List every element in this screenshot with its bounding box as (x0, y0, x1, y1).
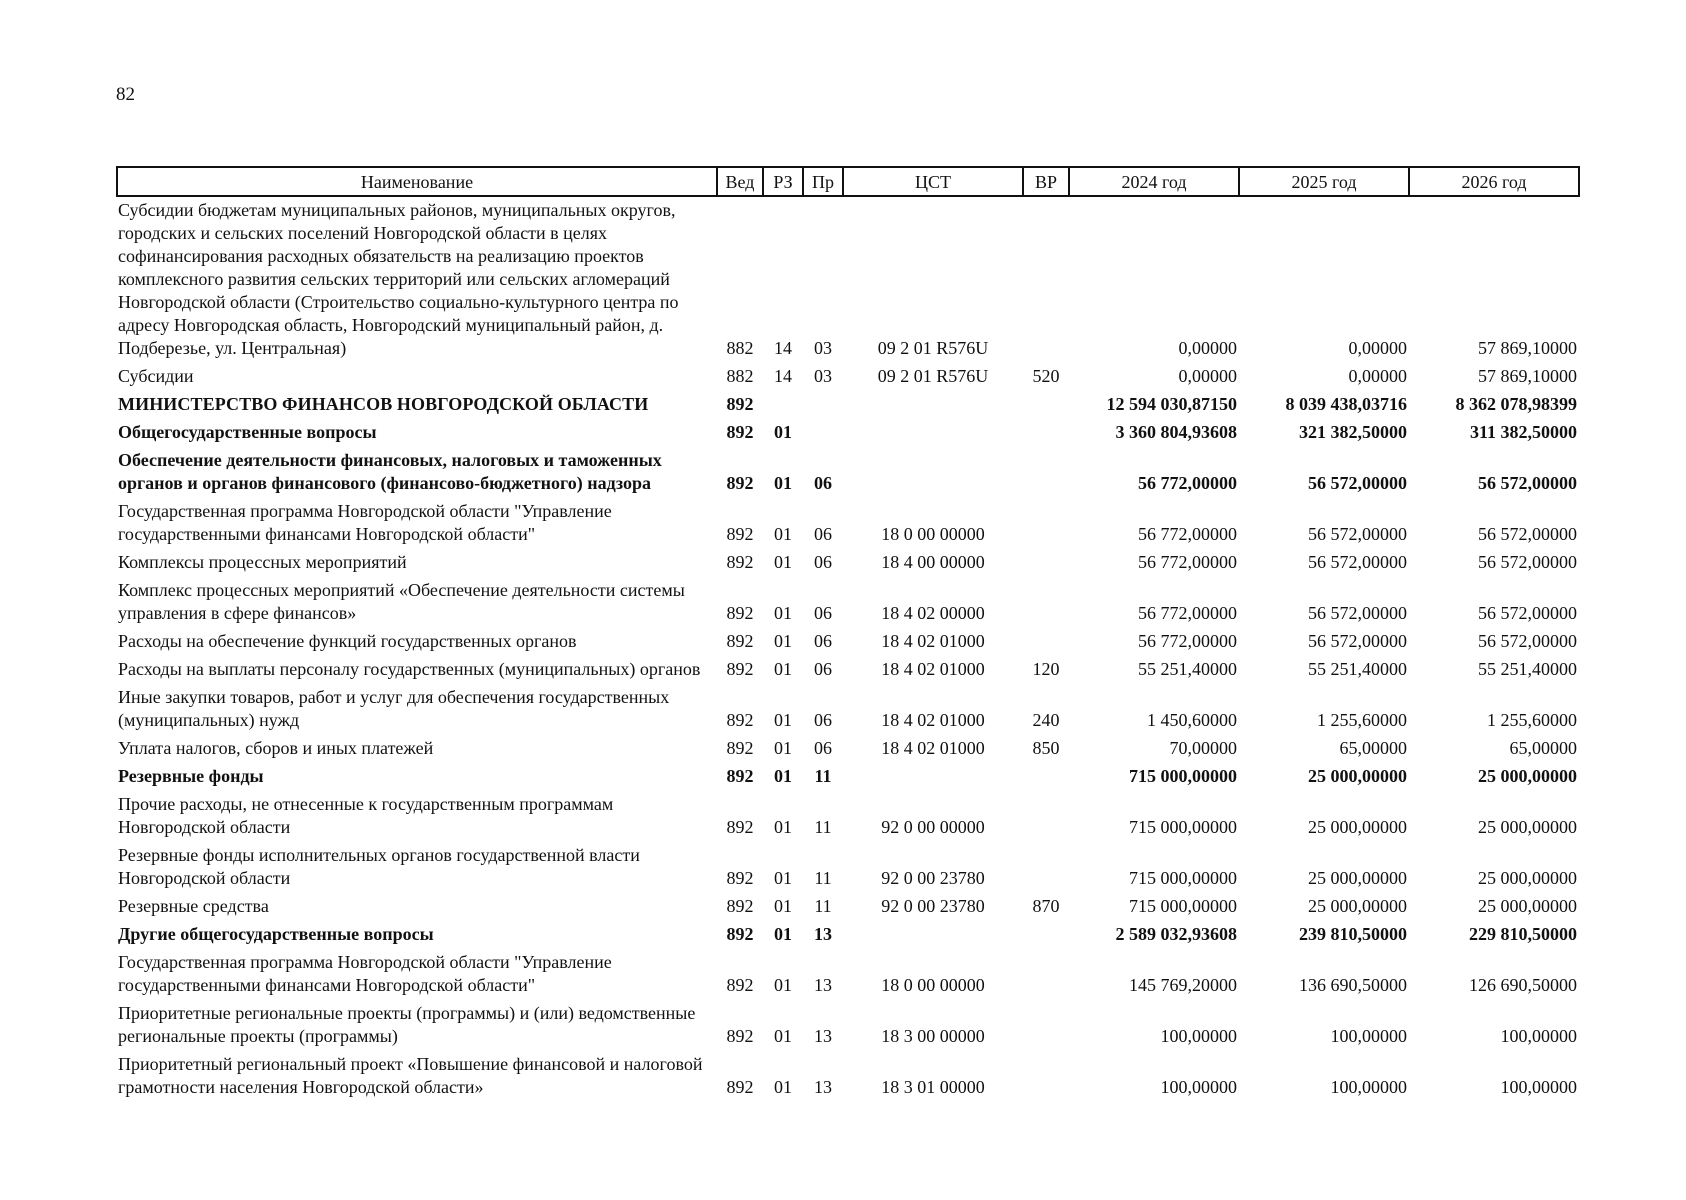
row-name: Комплекс процессных мероприятий «Обеспечение деятельности системы управления в сфере финансов» (118, 580, 685, 623)
table-row (117, 949, 1579, 1000)
row-pr: 06 (814, 473, 832, 493)
row-amount-2024: 56 772,00000 (1138, 603, 1237, 623)
row-ved: 892 (726, 473, 754, 493)
row-amount-2025: 56 572,00000 (1308, 552, 1407, 572)
row-ved: 892 (726, 738, 754, 758)
row-ved: 892 (726, 603, 754, 623)
table-row (117, 391, 1579, 419)
row-amount-2024: 2 589 032,93608 (1115, 924, 1237, 944)
header-2024: 2024 год (1069, 167, 1239, 196)
row-rz: 01 (774, 896, 792, 916)
table-body (117, 196, 1579, 1102)
row-name: Приоритетный региональный проект «Повышение финансовой и налоговой грамотности населения Новгородской области» (118, 1054, 703, 1097)
row-amount-2025: 100,00000 (1330, 1026, 1407, 1046)
table-row (117, 549, 1579, 577)
row-pr (803, 391, 843, 419)
row-rz: 14 (774, 366, 792, 386)
row-cst: 18 4 02 01000 (881, 631, 985, 651)
row-amount-2026: 56 572,00000 (1478, 524, 1577, 544)
row-pr (803, 419, 843, 447)
table-row (117, 196, 1579, 363)
row-cst: 18 4 02 01000 (881, 738, 985, 758)
row-ved: 892 (726, 710, 754, 730)
row-amount-2024: 55 251,40000 (1138, 659, 1237, 679)
row-cst: 18 4 02 00000 (881, 603, 985, 623)
table-row (117, 447, 1579, 498)
table-row (117, 1051, 1579, 1102)
row-cst: 92 0 00 23780 (881, 868, 985, 888)
row-ved: 892 (726, 1077, 754, 1097)
row-pr: 06 (814, 524, 832, 544)
row-ved: 882 (726, 338, 754, 358)
row-cst: 09 2 01 R576U (877, 366, 989, 386)
row-cst: 18 3 00 00000 (881, 1026, 985, 1046)
row-cst (843, 391, 1023, 419)
row-amount-2025: 0,00000 (1348, 366, 1407, 386)
row-vr: 850 (1032, 738, 1060, 758)
row-ved: 892 (726, 552, 754, 572)
row-name: Обеспечение деятельности финансовых, налоговых и таможенных органов и органов финансового (финансово-бюджетного) надзора (118, 450, 662, 493)
row-amount-2025: 25 000,00000 (1308, 896, 1407, 916)
row-name: Расходы на выплаты персоналу государственных (муниципальных) органов (118, 659, 701, 679)
row-amount-2026: 25 000,00000 (1478, 896, 1577, 916)
row-amount-2025: 25 000,00000 (1308, 766, 1407, 786)
row-vr (1023, 921, 1069, 949)
row-vr: 870 (1032, 896, 1060, 916)
table-row (117, 1000, 1579, 1051)
row-pr: 11 (814, 817, 832, 837)
row-amount-2024: 715 000,00000 (1129, 766, 1237, 786)
table-row (117, 363, 1579, 391)
row-cst (843, 419, 1023, 447)
row-cst (843, 763, 1023, 791)
row-name: Расходы на обеспечение функций государственных органов (118, 631, 577, 651)
row-name: Прочие расходы, не отнесенные к государственным программам Новгородской области (118, 794, 614, 837)
row-pr: 06 (814, 603, 832, 623)
row-rz: 01 (774, 659, 792, 679)
row-name: Общегосударственные вопросы (118, 422, 377, 442)
table-row (117, 791, 1579, 842)
row-cst (843, 921, 1023, 949)
row-rz: 01 (774, 1026, 792, 1046)
row-amount-2025: 56 572,00000 (1308, 524, 1407, 544)
row-rz: 01 (774, 422, 792, 442)
row-amount-2025: 56 572,00000 (1308, 603, 1407, 623)
row-ved: 892 (726, 524, 754, 544)
row-amount-2024: 0,00000 (1178, 338, 1237, 358)
table-row (117, 763, 1579, 791)
row-amount-2026: 56 572,00000 (1478, 473, 1577, 493)
row-pr: 13 (814, 1077, 832, 1097)
row-name: Резервные фонды исполнительных органов государственной власти Новгородской области (118, 845, 640, 888)
row-amount-2026: 65,00000 (1509, 738, 1577, 758)
row-rz: 01 (774, 766, 792, 786)
row-ved: 892 (726, 868, 754, 888)
row-amount-2024: 715 000,00000 (1129, 868, 1237, 888)
row-vr (1023, 419, 1069, 447)
row-amount-2025: 25 000,00000 (1308, 817, 1407, 837)
row-rz: 01 (774, 817, 792, 837)
row-amount-2026: 57 869,10000 (1478, 366, 1577, 386)
row-rz: 01 (774, 975, 792, 995)
row-name: Субсидии бюджетам муниципальных районов, муниципальных округов, городских и сельских поселений Новгородской области в целях софинансирования расходных обязательств на реализацию проектов комплексного развития сельских территорий или сельских агломераций Новгородской области (Строительство социально-культурного центра по адресу Новгородская область, Новгородский муниципальный район, д. Подберезье, ул. Центральная) (118, 200, 679, 358)
row-name: Государственная программа Новгородской области "Управление государственными финансами Новгородской области" (118, 501, 612, 544)
row-amount-2025: 55 251,40000 (1308, 659, 1407, 679)
table-row (117, 498, 1579, 549)
row-name: Комплексы процессных мероприятий (118, 552, 407, 572)
row-cst: 92 0 00 23780 (881, 896, 985, 916)
row-vr (1023, 842, 1069, 893)
row-ved: 892 (726, 924, 754, 944)
table-row (117, 419, 1579, 447)
header-name: Наименование (117, 167, 717, 196)
row-pr: 13 (814, 1026, 832, 1046)
table-row (117, 921, 1579, 949)
header-cst: ЦСТ (843, 167, 1023, 196)
row-pr: 11 (814, 896, 832, 916)
row-amount-2026: 126 690,50000 (1469, 975, 1577, 995)
row-ved: 892 (726, 631, 754, 651)
row-pr: 06 (814, 631, 832, 651)
row-vr (1023, 549, 1069, 577)
row-name: Иные закупки товаров, работ и услуг для обеспечения государственных (муниципальных) нужд (118, 687, 670, 730)
row-ved: 892 (726, 422, 754, 442)
row-pr: 06 (814, 659, 832, 679)
row-amount-2024: 12 594 030,87150 (1106, 394, 1237, 414)
row-vr (1023, 391, 1069, 419)
row-amount-2024: 715 000,00000 (1129, 896, 1237, 916)
row-rz: 01 (774, 603, 792, 623)
row-amount-2024: 715 000,00000 (1129, 817, 1237, 837)
table-row (117, 628, 1579, 656)
row-vr (1023, 1000, 1069, 1051)
row-pr: 03 (814, 366, 832, 386)
header-ved: Вед (717, 167, 763, 196)
row-vr (1023, 628, 1069, 656)
row-amount-2026: 311 382,50000 (1469, 422, 1577, 442)
row-rz: 01 (774, 552, 792, 572)
row-amount-2025: 25 000,00000 (1308, 868, 1407, 888)
row-name: Государственная программа Новгородской области "Управление государственными финансами Новгородской области" (118, 952, 612, 995)
row-amount-2024: 100,00000 (1160, 1026, 1237, 1046)
row-vr (1023, 949, 1069, 1000)
row-cst: 18 0 00 00000 (881, 524, 985, 544)
row-amount-2025: 65,00000 (1339, 738, 1407, 758)
row-amount-2025: 8 039 438,03716 (1285, 394, 1407, 414)
row-amount-2026: 56 572,00000 (1478, 631, 1577, 651)
row-amount-2026: 25 000,00000 (1478, 766, 1577, 786)
row-rz: 14 (774, 338, 792, 358)
row-amount-2024: 70,00000 (1169, 738, 1237, 758)
row-name: Уплата налогов, сборов и иных платежей (118, 738, 434, 758)
row-rz: 01 (774, 710, 792, 730)
row-pr: 06 (814, 552, 832, 572)
row-amount-2024: 56 772,00000 (1138, 552, 1237, 572)
row-amount-2026: 229 810,50000 (1469, 924, 1577, 944)
row-cst: 18 4 02 01000 (881, 710, 985, 730)
row-amount-2024: 56 772,00000 (1138, 631, 1237, 651)
row-vr (1023, 1051, 1069, 1102)
row-name: Другие общегосударственные вопросы (118, 924, 434, 944)
row-cst: 18 4 00 00000 (881, 552, 985, 572)
row-amount-2026: 8 362 078,98399 (1455, 394, 1577, 414)
row-amount-2025: 0,00000 (1348, 338, 1407, 358)
row-ved: 882 (726, 366, 754, 386)
row-amount-2024: 100,00000 (1160, 1077, 1237, 1097)
table-header (117, 167, 1579, 196)
row-cst: 09 2 01 R576U (877, 338, 989, 358)
row-cst: 18 3 01 00000 (881, 1077, 985, 1097)
row-amount-2024: 0,00000 (1178, 366, 1237, 386)
row-amount-2026: 1 255,60000 (1487, 710, 1577, 730)
row-amount-2025: 136 690,50000 (1299, 975, 1407, 995)
row-rz: 01 (774, 924, 792, 944)
header-2026: 2026 год (1409, 167, 1579, 196)
row-amount-2026: 100,00000 (1500, 1026, 1577, 1046)
row-amount-2025: 100,00000 (1330, 1077, 1407, 1097)
row-ved: 892 (726, 394, 754, 414)
row-cst: 18 4 02 01000 (881, 659, 985, 679)
row-amount-2024: 145 769,20000 (1129, 975, 1237, 995)
row-amount-2026: 55 251,40000 (1478, 659, 1577, 679)
row-amount-2026: 56 572,00000 (1478, 603, 1577, 623)
table-row (117, 842, 1579, 893)
row-amount-2026: 56 572,00000 (1478, 552, 1577, 572)
table-row (117, 735, 1579, 763)
row-vr (1023, 498, 1069, 549)
row-amount-2026: 25 000,00000 (1478, 817, 1577, 837)
row-pr: 06 (814, 710, 832, 730)
row-rz: 01 (774, 1077, 792, 1097)
row-name: Резервные средства (118, 896, 269, 916)
row-pr: 03 (814, 338, 832, 358)
row-vr: 520 (1032, 366, 1060, 386)
row-rz: 01 (774, 738, 792, 758)
row-rz: 01 (774, 868, 792, 888)
budget-table (116, 166, 1580, 1102)
row-pr: 13 (814, 924, 832, 944)
row-vr (1023, 791, 1069, 842)
row-vr (1023, 577, 1069, 628)
row-amount-2025: 56 572,00000 (1308, 631, 1407, 651)
row-pr: 06 (814, 738, 832, 758)
row-amount-2025: 56 572,00000 (1308, 473, 1407, 493)
row-ved: 892 (726, 896, 754, 916)
row-vr (1023, 196, 1069, 363)
row-amount-2026: 25 000,00000 (1478, 868, 1577, 888)
row-amount-2025: 1 255,60000 (1317, 710, 1407, 730)
row-amount-2026: 57 869,10000 (1478, 338, 1577, 358)
row-ved: 892 (726, 975, 754, 995)
row-cst (843, 447, 1023, 498)
header-row (117, 167, 1579, 196)
table-row (117, 656, 1579, 684)
row-amount-2024: 56 772,00000 (1138, 524, 1237, 544)
row-amount-2024: 1 450,60000 (1147, 710, 1237, 730)
row-rz: 01 (774, 631, 792, 651)
row-cst: 92 0 00 00000 (881, 817, 985, 837)
row-pr: 11 (814, 766, 832, 786)
row-amount-2024: 56 772,00000 (1138, 473, 1237, 493)
row-name: Резервные фонды (118, 766, 264, 786)
row-rz: 01 (774, 473, 792, 493)
row-name: МИНИСТЕРСТВО ФИНАНСОВ НОВГОРОДСКОЙ ОБЛАСТИ (118, 394, 649, 414)
row-cst: 18 0 00 00000 (881, 975, 985, 995)
row-amount-2024: 3 360 804,93608 (1115, 422, 1237, 442)
table-row (117, 577, 1579, 628)
table-row (117, 684, 1579, 735)
row-rz (763, 391, 803, 419)
table-row (117, 893, 1579, 921)
row-ved: 892 (726, 766, 754, 786)
row-name: Приоритетные региональные проекты (программы) и (или) ведомственные региональные проекты (программы) (118, 1003, 696, 1046)
header-2025: 2025 год (1239, 167, 1409, 196)
header-rz: РЗ (763, 167, 803, 196)
row-vr (1023, 763, 1069, 791)
header-vr: ВР (1023, 167, 1069, 196)
row-pr: 11 (814, 868, 832, 888)
row-amount-2025: 239 810,50000 (1299, 924, 1407, 944)
row-name: Субсидии (118, 366, 194, 386)
row-pr: 13 (814, 975, 832, 995)
row-vr: 240 (1032, 710, 1060, 730)
page-number: 82 (116, 84, 135, 105)
row-ved: 892 (726, 659, 754, 679)
row-vr (1023, 447, 1069, 498)
header-pr: Пр (803, 167, 843, 196)
row-amount-2025: 321 382,50000 (1299, 422, 1407, 442)
row-amount-2026: 100,00000 (1500, 1077, 1577, 1097)
row-rz: 01 (774, 524, 792, 544)
row-ved: 892 (726, 1026, 754, 1046)
row-ved: 892 (726, 817, 754, 837)
row-vr: 120 (1032, 659, 1060, 679)
